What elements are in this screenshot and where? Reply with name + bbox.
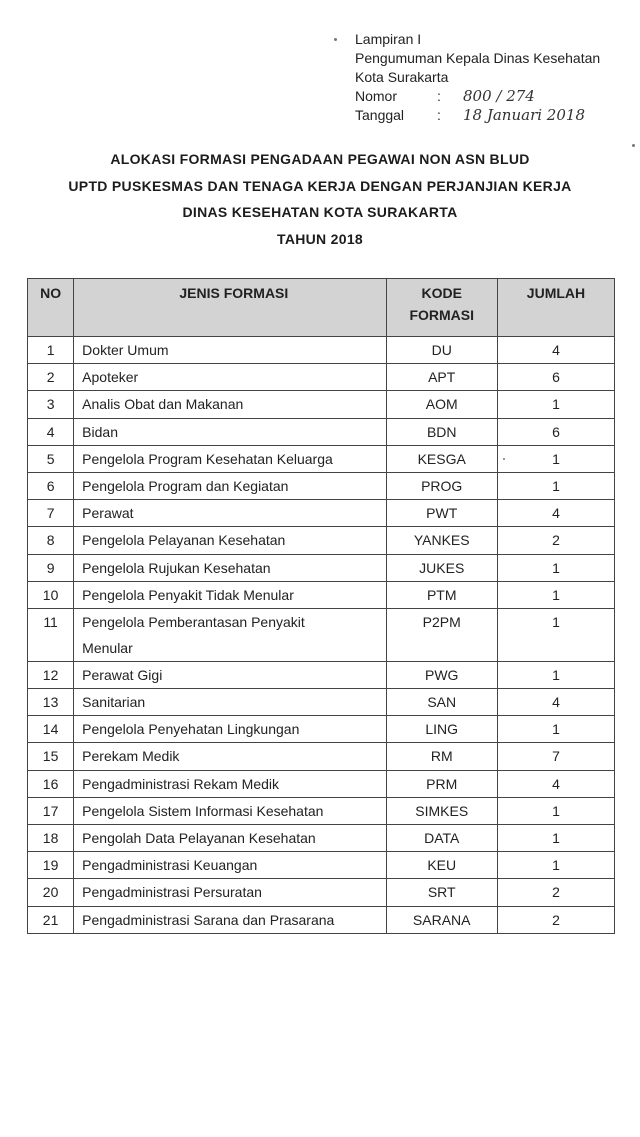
table-row <box>28 500 615 527</box>
cell-jenis: Pengadministrasi Sarana dan Prasarana <box>74 906 386 933</box>
cell-jenis: Perawat Gigi <box>74 661 386 688</box>
cell-no: 9 <box>28 554 74 581</box>
cell-kode: KESGA <box>386 445 497 472</box>
heading-line-2: UPTD PUSKESMAS DAN TENAGA KERJA DENGAN PERJANJIAN KERJA <box>68 177 572 194</box>
cell-no: 5 <box>28 445 74 472</box>
cell-jenis: Perawat <box>74 500 386 527</box>
cell-no: 12 <box>28 661 74 688</box>
header-no: NO <box>28 279 74 337</box>
cell-no: 3 <box>28 391 74 418</box>
cell-kode: YANKES <box>386 527 497 554</box>
cell-no: 10 <box>28 581 74 608</box>
cell-jumlah: 1 <box>497 716 614 743</box>
table-row <box>28 770 615 797</box>
table-row <box>28 797 615 824</box>
allocation-table <box>27 278 615 934</box>
cell-kode: AOM <box>386 391 497 418</box>
cell-kode: PRM <box>386 770 497 797</box>
cell-jenis: Sanitarian <box>74 689 386 716</box>
tanggal-label: Tanggal <box>355 107 405 123</box>
cell-jumlah: 1 <box>497 661 614 688</box>
cell-kode: KEU <box>386 852 497 879</box>
table-row <box>28 661 615 688</box>
cell-jumlah: 1 <box>497 581 614 608</box>
cell-kode: BDN <box>386 418 497 445</box>
cell-jenis: Dokter Umum <box>74 337 386 364</box>
cell-jumlah: 2 <box>497 879 614 906</box>
cell-no: 19 <box>28 852 74 879</box>
cell-jenis: Pengelola Sistem Informasi Kesehatan <box>74 797 386 824</box>
nomor-label: Nomor <box>355 88 398 104</box>
cell-jenis: Pengadministrasi Keuangan <box>74 852 386 879</box>
table-row <box>28 716 615 743</box>
header-jenis-formasi: JENIS FORMASI <box>74 279 386 337</box>
nomor-separator: : <box>437 88 441 104</box>
cell-no: 4 <box>28 418 74 445</box>
cell-jenis: Pengadministrasi Persuratan <box>74 879 386 906</box>
header-jumlah: JUMLAH <box>497 279 614 337</box>
cell-jumlah: 4 <box>497 337 614 364</box>
heading-line-1: ALOKASI FORMASI PENGADAAN PEGAWAI NON ASN BLUD <box>110 151 530 167</box>
cell-jumlah: 2 <box>497 906 614 933</box>
cell-jumlah: 4 <box>497 500 614 527</box>
cell-jumlah: 1 <box>497 825 614 852</box>
table-row <box>28 391 615 418</box>
heading-line-4: TAHUN 2018 <box>277 230 363 247</box>
table-row <box>28 581 615 608</box>
cell-no: 15 <box>28 743 74 770</box>
cell-jenis: Pengelola Program dan Kegiatan <box>74 472 386 499</box>
document-heading <box>0 146 640 252</box>
attachment-tanggal-row <box>355 106 600 125</box>
table-row <box>28 906 615 933</box>
cell-no: 18 <box>28 825 74 852</box>
scan-speck <box>503 458 505 460</box>
table-row <box>28 743 615 770</box>
cell-no: 14 <box>28 716 74 743</box>
table-row <box>28 418 615 445</box>
cell-jumlah: 7 <box>497 743 614 770</box>
cell-kode: DU <box>386 337 497 364</box>
table-header-row <box>28 279 615 337</box>
cell-no: 2 <box>28 364 74 391</box>
cell-jenis: Pengelola Penyehatan Lingkungan <box>74 716 386 743</box>
cell-kode: P2PM <box>386 608 497 661</box>
cell-jumlah: 1 <box>497 445 614 472</box>
cell-no: 20 <box>28 879 74 906</box>
cell-jenis <box>74 608 386 661</box>
cell-no: 13 <box>28 689 74 716</box>
cell-jenis: Pengelola Pelayanan Kesehatan <box>74 527 386 554</box>
table-row <box>28 527 615 554</box>
cell-jumlah: 1 <box>497 608 614 661</box>
cell-jenis: Pengelola Penyakit Tidak Menular <box>74 581 386 608</box>
cell-kode: RM <box>386 743 497 770</box>
cell-no: 11 <box>28 608 74 661</box>
scan-speck <box>632 144 635 147</box>
cell-kode: SARANA <box>386 906 497 933</box>
table-row <box>28 364 615 391</box>
cell-jumlah: 6 <box>497 364 614 391</box>
nomor-value: 800 / 274 <box>463 87 535 105</box>
cell-jenis-line-1: Pengelola Pemberantasan Penyakit <box>82 613 305 630</box>
table-row <box>28 554 615 581</box>
scan-speck <box>334 38 337 41</box>
cell-no: 21 <box>28 906 74 933</box>
cell-jumlah: 1 <box>497 554 614 581</box>
cell-no: 7 <box>28 500 74 527</box>
cell-jumlah: 2 <box>497 527 614 554</box>
cell-kode: LING <box>386 716 497 743</box>
cell-jenis: Pengadministrasi Rekam Medik <box>74 770 386 797</box>
attachment-nomor-row <box>355 87 600 106</box>
cell-jenis-line-2: Menular <box>82 639 133 656</box>
table-row <box>28 852 615 879</box>
cell-jumlah: 4 <box>497 770 614 797</box>
cell-jumlah: 1 <box>497 797 614 824</box>
header-kode-line-1: KODE <box>421 285 462 301</box>
cell-jumlah: 1 <box>497 472 614 499</box>
cell-no: 16 <box>28 770 74 797</box>
cell-jenis: Pengolah Data Pelayanan Kesehatan <box>74 825 386 852</box>
tanggal-separator: : <box>437 107 441 123</box>
attachment-line-kota: Kota Surakarta <box>355 69 449 85</box>
cell-kode: PWT <box>386 500 497 527</box>
cell-jumlah: 6 <box>497 418 614 445</box>
table-row <box>28 445 615 472</box>
cell-jumlah: 1 <box>497 391 614 418</box>
header-kode-formasi <box>386 279 497 337</box>
table-row <box>28 825 615 852</box>
heading-line-3: DINAS KESEHATAN KOTA SURAKARTA <box>182 204 458 220</box>
table-row <box>28 608 615 661</box>
cell-kode: SAN <box>386 689 497 716</box>
cell-jenis: Apoteker <box>74 364 386 391</box>
cell-kode: PTM <box>386 581 497 608</box>
attachment-block <box>355 30 600 125</box>
cell-no: 1 <box>28 337 74 364</box>
cell-kode: SRT <box>386 879 497 906</box>
cell-no: 6 <box>28 472 74 499</box>
cell-jumlah: 4 <box>497 689 614 716</box>
cell-jenis: Perekam Medik <box>74 743 386 770</box>
cell-jumlah: 1 <box>497 852 614 879</box>
header-kode-line-2: FORMASI <box>409 307 474 323</box>
cell-jenis: Pengelola Rujukan Kesehatan <box>74 554 386 581</box>
table-row <box>28 689 615 716</box>
cell-kode: DATA <box>386 825 497 852</box>
cell-jenis: Pengelola Program Kesehatan Keluarga <box>74 445 386 472</box>
cell-kode: APT <box>386 364 497 391</box>
table-row <box>28 472 615 499</box>
cell-jenis: Analis Obat dan Makanan <box>74 391 386 418</box>
cell-kode: PWG <box>386 661 497 688</box>
cell-no: 17 <box>28 797 74 824</box>
tanggal-value: 18 Januari 2018 <box>463 106 585 124</box>
cell-no: 8 <box>28 527 74 554</box>
cell-jenis: Bidan <box>74 418 386 445</box>
attachment-line-lampiran: Lampiran I <box>355 31 422 47</box>
attachment-line-pengumuman: Pengumuman Kepala Dinas Kesehatan <box>355 50 601 66</box>
cell-kode: JUKES <box>386 554 497 581</box>
cell-kode: SIMKES <box>386 797 497 824</box>
table-row <box>28 879 615 906</box>
cell-kode: PROG <box>386 472 497 499</box>
table-row <box>28 337 615 364</box>
